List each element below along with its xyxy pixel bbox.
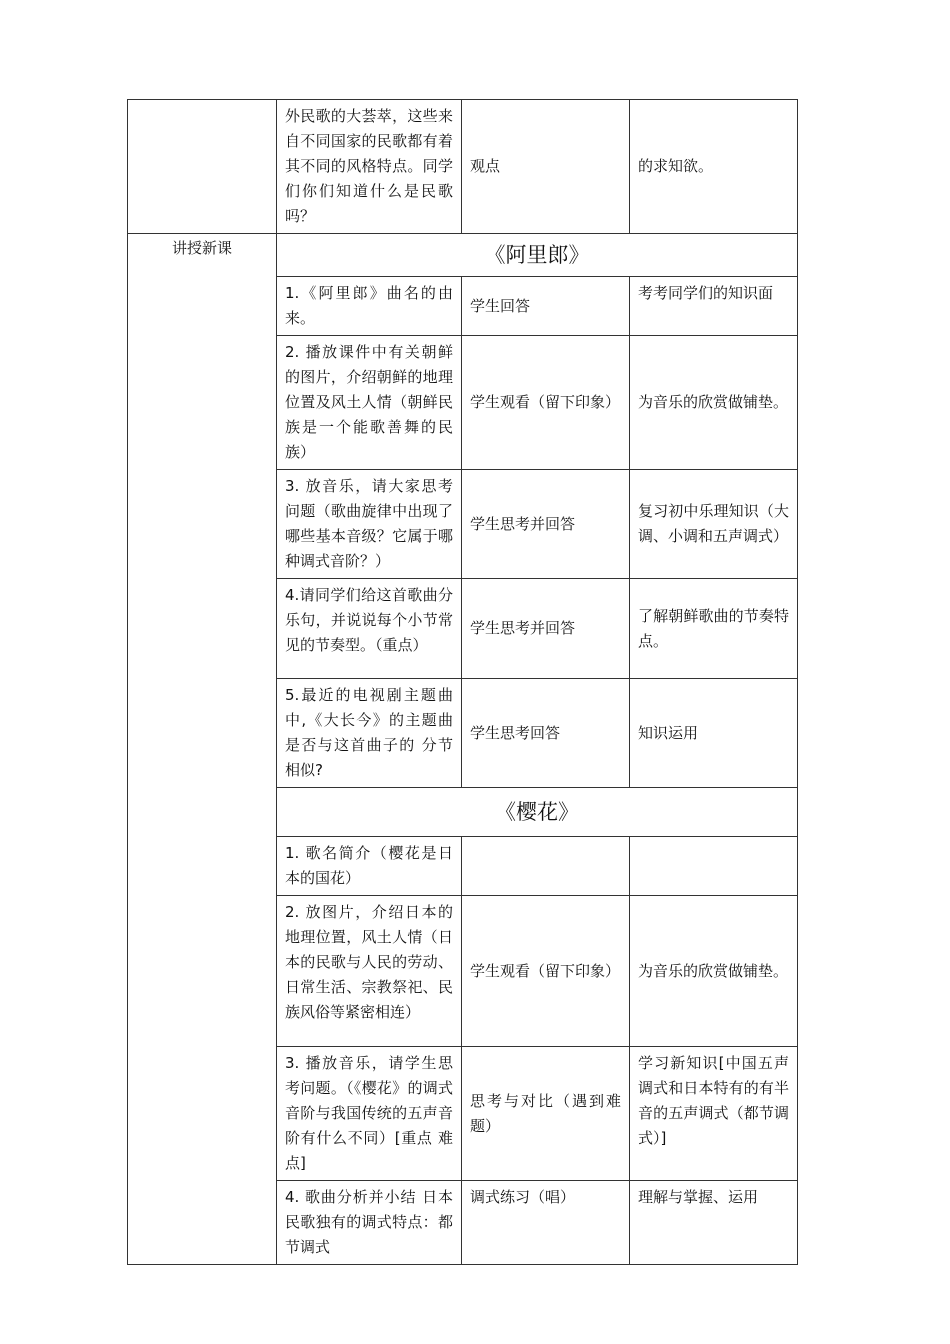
student-cell	[462, 1047, 630, 1181]
purpose-text: 为音乐的欣赏做铺垫。	[638, 393, 789, 411]
lesson-plan-table	[127, 99, 798, 1265]
student-cell	[462, 470, 630, 579]
content-cell	[277, 579, 462, 679]
purpose-cell	[630, 579, 798, 679]
purpose-text: 理解与掌握、运用	[638, 1188, 759, 1206]
student-text: 思考与对比（遇到难题）	[470, 1091, 621, 1135]
student-cell	[462, 679, 630, 788]
content-cell	[277, 896, 462, 1047]
purpose-text: 为音乐的欣赏做铺垫。	[638, 961, 789, 980]
content-text: 3. 播放音乐，请学生思考问题。（《樱花》的调式音阶与我国传统的五声音阶有什么不同）[重点 难点]	[285, 1054, 453, 1172]
student-text: 学生思考并回答	[470, 514, 576, 533]
purpose-text: 的求知欲。	[638, 157, 714, 175]
table-row-intro	[128, 100, 798, 234]
content-text: 外民歌的大荟萃，这些来自不同国家的民歌都有着其不同的风格特点。同学们你们知道什么是民歌吗？	[285, 107, 453, 225]
content-text: 2. 播放课件中有关朝鲜的图片，介绍朝鲜的地理位置及风土人情（朝鲜民族是一个能歌善舞的民族）	[285, 343, 453, 461]
student-text: 调式练习（唱）	[470, 1188, 576, 1206]
section-title-arirang: 《阿里郎》	[277, 234, 798, 277]
student-cell	[462, 277, 630, 336]
phase-cell-empty	[128, 100, 277, 234]
student-text: 观点	[470, 157, 501, 175]
section-title-sakura: 《樱花》	[277, 788, 798, 837]
content-cell	[277, 277, 462, 336]
purpose-text: 知识运用	[638, 723, 699, 742]
student-cell	[462, 100, 630, 234]
content-text: 5.最近的电视剧主题曲中,《大长今》的主题曲是否与这首曲子的 分节相似?	[285, 686, 453, 779]
purpose-text: 了解朝鲜歌曲的节奏特点。	[638, 606, 789, 650]
student-cell	[462, 1181, 630, 1265]
phase-label: 讲授新课	[171, 239, 232, 257]
phase-label-cell	[128, 234, 277, 1265]
purpose-text: 学习新知识[中国五声调式和日本特有的有半音的五声调式（都节调式）]	[638, 1054, 789, 1147]
section-title-row-arirang	[128, 234, 798, 277]
content-text: 3. 放音乐，请大家思考问题（歌曲旋律中出现了哪些基本音级？它属于哪种调式音阶？）	[285, 477, 453, 570]
student-cell	[462, 896, 630, 1047]
student-text: 学生思考回答	[470, 723, 561, 742]
student-text: 学生思考并回答	[470, 619, 576, 637]
content-text: 1.《阿里郎》曲名的由来。	[285, 284, 453, 327]
purpose-cell	[630, 277, 798, 336]
student-text: 学生观看（留下印象）	[470, 393, 621, 411]
content-text: 1. 歌名简介（樱花是日本的国花）	[285, 844, 453, 887]
purpose-cell	[630, 1047, 798, 1181]
purpose-text: 考考同学们的知识面	[638, 284, 774, 302]
purpose-cell	[630, 1181, 798, 1265]
content-cell	[277, 679, 462, 788]
content-cell	[277, 837, 462, 896]
purpose-cell	[630, 679, 798, 788]
student-cell	[462, 837, 630, 896]
purpose-text: 复习初中乐理知识（大调、小调和五声调式）	[638, 502, 789, 545]
purpose-cell	[630, 100, 798, 234]
student-cell	[462, 336, 630, 470]
content-cell	[277, 1047, 462, 1181]
content-text: 4. 歌曲分析并小结 日本民歌独有的调式特点：都节调式	[285, 1188, 453, 1256]
content-cell	[277, 1181, 462, 1265]
content-cell	[277, 336, 462, 470]
student-cell	[462, 579, 630, 679]
student-text: 学生观看（留下印象）	[470, 961, 621, 980]
purpose-cell	[630, 896, 798, 1047]
purpose-cell	[630, 470, 798, 579]
student-text: 学生回答	[470, 296, 531, 315]
content-text: 2. 放图片，介绍日本的地理位置，风土人情（日本的民歌与人民的劳动、日常生活、宗教祭祀、民族风俗等紧密相连）	[285, 903, 453, 1021]
purpose-cell	[630, 336, 798, 470]
content-cell	[277, 470, 462, 579]
purpose-cell	[630, 837, 798, 896]
content-cell	[277, 100, 462, 234]
content-text: 4.请同学们给这首歌曲分乐句，并说说每个小节常见的节奏型。（重点）	[285, 586, 453, 654]
